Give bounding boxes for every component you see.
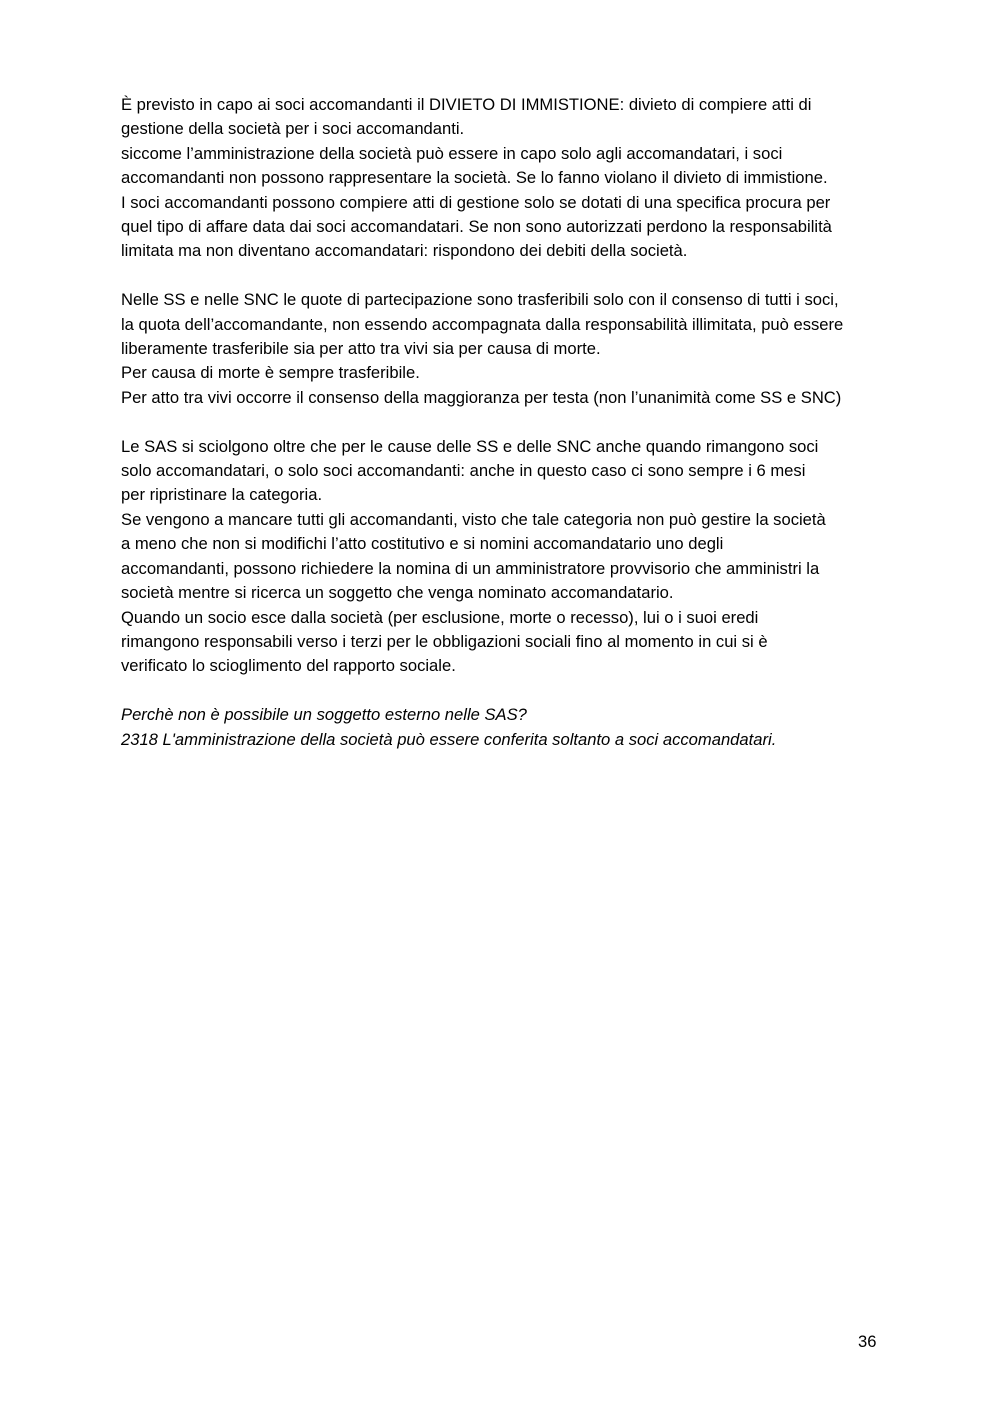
text-line: la quota dell’accomandante, non essendo accompagnata dalla responsabilità illimitata, può essere [121, 314, 844, 334]
text-line: verificato lo scioglimento del rapporto sociale. [121, 656, 456, 676]
text-line: Se vengono a mancare tutti gli accomandanti, visto che tale categoria non può gestire la società [121, 509, 826, 529]
text-line: gestione della società per i soci accomandanti. [121, 119, 465, 139]
text-line: a meno che non si modifichi l’atto costitutivo e si nomini accomandatario uno degli [121, 534, 724, 554]
text-line: per ripristinare la categoria. [121, 485, 323, 505]
text-line: liberamente trasferibile sia per atto tra vivi sia per causa di morte. [121, 339, 601, 359]
article-reference-line: 2318 L'amministrazione della società può essere conferita soltanto a soci accomandatari. [121, 729, 777, 749]
text-line: accomandanti, possono richiedere la nomina di un amministratore provvisorio che amministri la [121, 558, 820, 578]
paragraph-question-note [121, 703, 936, 752]
paragraph-divieto-immistione [121, 93, 936, 264]
text-line: È previsto in capo ai soci accomandanti il DIVIETO DI IMMISTIONE: divieto di compiere atti di [121, 95, 812, 114]
page-number: 36 [858, 1332, 877, 1351]
text-line: quel tipo di affare data dai soci accomandatari. Se non sono autorizzati perdono la responsabilità [121, 217, 832, 237]
text-line: Per causa di morte è sempre trasferibile. [121, 363, 420, 383]
text-line: siccome l’amministrazione della società può essere in capo solo agli accomandatari, i soci [121, 143, 783, 163]
text-line: società mentre si ricerca un soggetto che venga nominato accomandatario. [121, 583, 674, 603]
text-line: Le SAS si sciolgono oltre che per le cause delle SS e delle SNC anche quando rimangono soci [121, 436, 819, 456]
text-line: rimangono responsabili verso i terzi per le obbligazioni sociali fino al momento in cui si è [121, 631, 768, 651]
paragraph-trasferimento-quote [121, 288, 936, 410]
text-line: Quando un socio esce dalla società (per esclusione, morte o recesso), lui o i suoi eredi [121, 607, 759, 627]
text-line: Per atto tra vivi occorre il consenso della maggioranza per testa (non l’unanimità come SS e SNC) [121, 387, 842, 407]
page-body [121, 93, 936, 776]
paragraph-scioglimento-sas [121, 435, 936, 679]
text-line: solo accomandatari, o solo soci accomandanti: anche in questo caso ci sono sempre i 6 mesi [121, 461, 806, 481]
text-line: Nelle SS e nelle SNC le quote di partecipazione sono trasferibili solo con il consenso di tutti i soci, [121, 290, 839, 310]
text-line: limitata ma non diventano accomandatari: rispondono dei debiti della società. [121, 241, 688, 261]
text-line: accomandanti non possono rappresentare la società. Se lo fanno violano il divieto di immistione. [121, 168, 828, 188]
text-line: I soci accomandanti possono compiere atti di gestione solo se dotati di una specifica procura per [121, 192, 831, 212]
question-line: Perchè non è possibile un soggetto esterno nelle SAS? [121, 705, 527, 725]
